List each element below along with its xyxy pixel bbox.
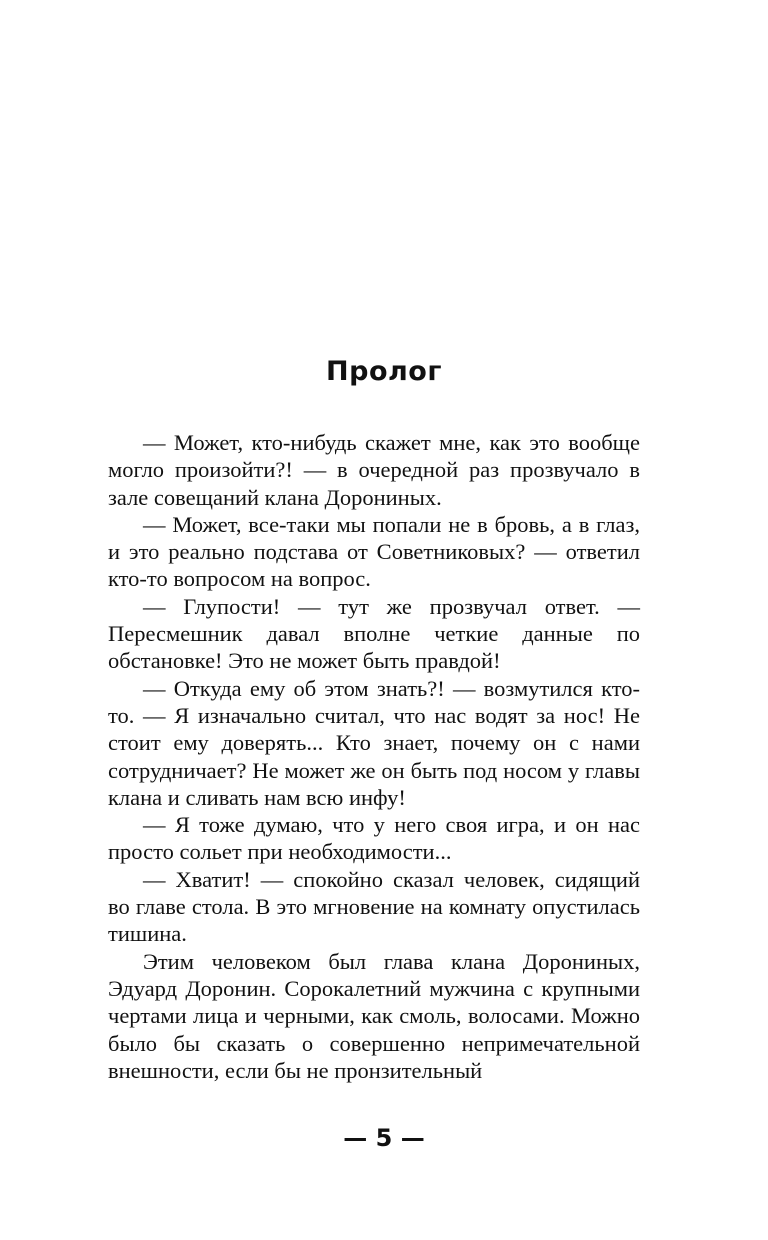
body-text	[108, 429, 640, 1084]
paragraph: — Может, все-таки мы попали не в бровь, а в глаз, и это реально подстава от Советниковых? — ответил кто-то вопросом на вопрос.	[108, 511, 640, 592]
paragraph: Этим человеком был глава клана Дорониных, Эдуард Доронин. Сорокалетний мужчина с крупными чертами лица и черными, как смоль, волосами. Можно было бы сказать о совершенно непримечательной внешности, если бы не пронзительный	[108, 948, 640, 1083]
paragraph: — Глупости! — тут же прозвучал ответ. — Пересмешник давал вполне четкие данные по обстановке! Это не может быть правдой!	[108, 593, 640, 674]
paragraph: — Может, кто-нибудь скажет мне, как это вообще могло произойти?! — в очередной раз прозвучало в зале совещаний клана Дорониных.	[108, 430, 640, 510]
paragraph: — Я тоже думаю, что у него своя игра, и он нас просто сольет при необходимости...	[108, 812, 640, 865]
page-number: — 5 —	[343, 1124, 425, 1152]
chapter-title: Пролог	[326, 356, 442, 387]
paragraph: — Откуда ему об этом знать?! — возмутился кто-то. — Я изначально считал, что нас водят за нос! Не стоит ему доверять... Кто знает, почему он с нами сотрудничает? Не может же он быть под носом у главы клана и сливать нам всю инфу!	[108, 675, 640, 810]
paragraph: — Хватит! — спокойно сказал человек, сидящий во главе стола. В это мгновение на комнату опустилась тишина.	[108, 866, 640, 947]
